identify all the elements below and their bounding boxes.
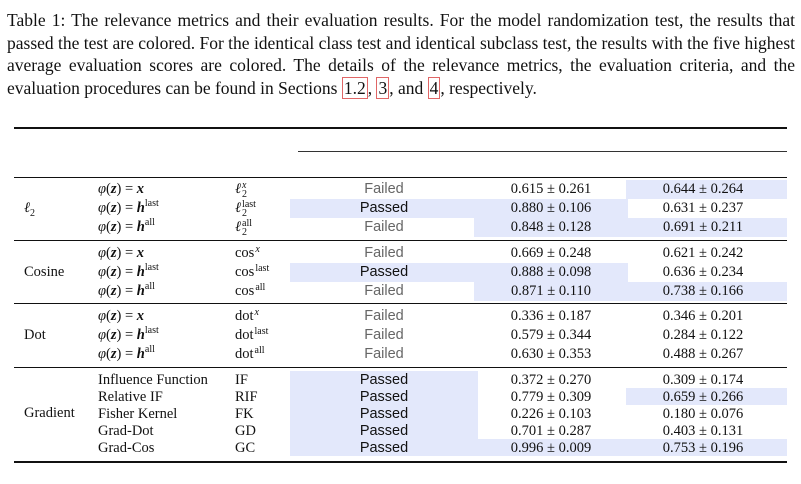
ist-score: 0.659 ± 0.266 [662, 389, 744, 405]
ist-score: 0.403 ± 0.131 [662, 423, 744, 439]
table-top-rule [14, 127, 787, 129]
mrt-result: Passed [359, 423, 409, 439]
mrt-result: Failed [364, 308, 404, 324]
ist-score: 0.621 ± 0.242 [662, 245, 744, 261]
mrt-result: Failed [364, 245, 404, 261]
metric-formula: Relative IF [98, 389, 163, 405]
metric-abbrv: GC [235, 440, 256, 456]
group-rule [14, 177, 787, 178]
ist-score: 0.346 ± 0.201 [662, 308, 744, 324]
mrt-result: Passed [359, 264, 409, 280]
mrt-result: Failed [364, 346, 404, 362]
ict-score: 0.996 ± 0.009 [510, 440, 592, 456]
section-ref-link[interactable]: 1.2 [343, 77, 366, 98]
ict-score: 0.579 ± 0.344 [510, 327, 592, 343]
group-label: Dot [24, 326, 46, 343]
metric-formula: $\varphi(z) = h^{last}$ [98, 325, 159, 343]
ict-score: 0.630 ± 0.353 [510, 346, 592, 362]
metric-abbrv: ℓ last 2 [235, 199, 256, 219]
ict-score: 0.336 ± 0.187 [510, 308, 592, 324]
metric-formula: φ(z) = x [98, 245, 145, 261]
mrt-result: Failed [364, 219, 404, 235]
group-rule [14, 240, 787, 241]
metric-abbrv: ℓ x 2 [235, 180, 248, 200]
group-label: Gradient [24, 404, 75, 421]
section-ref-link[interactable]: 4 [429, 77, 439, 98]
metric-abbrv: dot last [235, 326, 269, 343]
ict-score: 0.779 ± 0.309 [510, 389, 592, 405]
metric-formula: Influence Function [98, 372, 208, 388]
metric-abbrv: GD [235, 423, 256, 439]
metric-formula: φ(z) = x [98, 181, 145, 197]
ict-score: 0.871 ± 0.110 [511, 283, 591, 299]
ist-score: 0.738 ± 0.166 [662, 283, 744, 299]
mrt-result: Passed [359, 440, 409, 456]
metric-formula: φ(z) = x [98, 308, 145, 324]
metric-abbrv: cos all [235, 282, 266, 299]
ict-score: 0.701 ± 0.287 [510, 423, 592, 439]
ict-score: 0.669 ± 0.248 [510, 245, 592, 261]
metric-formula: Fisher Kernel [98, 406, 178, 422]
ict-score: 0.880 ± 0.106 [510, 200, 592, 216]
ist-score: 0.284 ± 0.122 [662, 327, 744, 343]
ist-score: 0.488 ± 0.267 [662, 346, 744, 362]
mrt-result: Passed [359, 372, 409, 388]
ist-score: 0.180 ± 0.076 [662, 406, 744, 422]
metric-formula: $\varphi(z) = h^{all}$ [98, 281, 155, 299]
ict-score: 0.226 ± 0.103 [510, 406, 592, 422]
metric-formula: Grad-Dot [98, 423, 154, 439]
group-rule [14, 303, 787, 304]
header-group-underline [298, 151, 787, 152]
metric-formula: Grad-Cos [98, 440, 155, 456]
section-ref-link[interactable]: 3 [378, 77, 388, 98]
metric-formula: $\varphi(z) = h^{all}$ [98, 217, 155, 235]
group-label: Cosine [24, 263, 65, 280]
results-table [14, 0, 787, 484]
ist-score: 0.753 ± 0.196 [662, 440, 744, 456]
group-rule [14, 367, 787, 368]
metric-abbrv: FK [235, 406, 254, 422]
mrt-result: Failed [364, 181, 404, 197]
metric-abbrv: cos last [235, 263, 270, 280]
ist-score: 0.691 ± 0.211 [663, 219, 743, 235]
metric-formula: $\varphi(z) = h^{last}$ [98, 198, 159, 216]
ict-score: 0.615 ± 0.261 [510, 181, 592, 197]
metric-formula: $\varphi(z) = h^{last}$ [98, 262, 159, 280]
metric-abbrv: RIF [235, 389, 258, 405]
mrt-result: Failed [364, 327, 404, 343]
ict-score: 0.372 ± 0.270 [510, 372, 592, 388]
ist-score: 0.309 ± 0.174 [662, 372, 744, 388]
mrt-result: Passed [359, 389, 409, 405]
metric-abbrv: ℓ all 2 [235, 218, 253, 238]
metric-abbrv: dot all [235, 345, 265, 362]
metric-abbrv: IF [235, 372, 248, 388]
ict-score: 0.848 ± 0.128 [510, 219, 592, 235]
metric-formula: $\varphi(z) = h^{all}$ [98, 344, 155, 362]
metric-abbrv: dot x [235, 307, 259, 324]
group-label: ℓ$_2$ [24, 199, 36, 219]
metric-abbrv: cos x [235, 244, 260, 261]
ict-score: 0.888 ± 0.098 [510, 264, 592, 280]
ist-score: 0.644 ± 0.264 [662, 181, 744, 197]
ist-score: 0.636 ± 0.234 [662, 264, 744, 280]
ist-score: 0.631 ± 0.237 [662, 200, 744, 216]
mrt-result: Failed [364, 283, 404, 299]
table-bottom-rule [14, 461, 787, 463]
mrt-result: Passed [359, 406, 409, 422]
mrt-result: Passed [359, 200, 409, 216]
table-caption: Table 1: The relevance metrics and their evaluation results. For the model randomization test, the results that passed the test are colored. For the identical class test and identical subclass test, the results with the five highest average evaluation scores are colored. The details of the relevance metrics, the evaluation criteria, and the evaluation procedures can be found in Sections 1.2 , 3 , and 4 , respectively. [7, 10, 795, 98]
